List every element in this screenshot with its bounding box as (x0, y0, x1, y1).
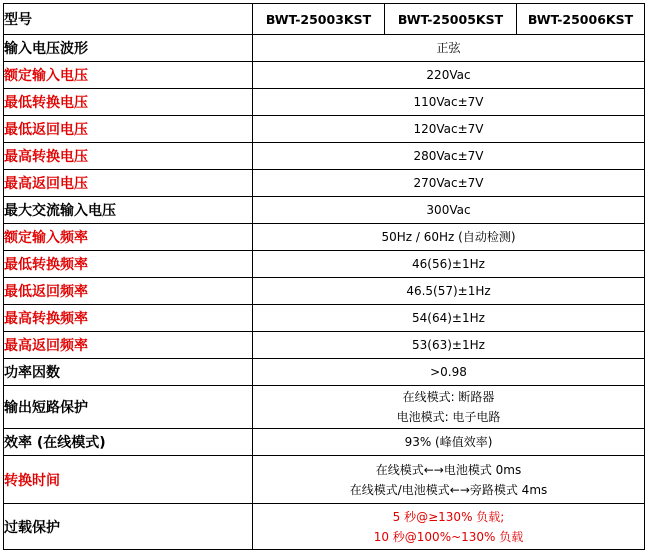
spec-row-output-short-circuit-protection (4, 386, 645, 429)
row-label: 功率因数 (4, 359, 253, 386)
row-value: >0.98 (253, 359, 645, 386)
spec-row-high-return-frequency (4, 332, 645, 359)
row-label: 最高返回电压 (4, 170, 253, 197)
spec-row-low-return-voltage (4, 116, 645, 143)
row-value (253, 386, 645, 429)
row-value: 110Vac±7V (253, 89, 645, 116)
row-label: 最低返回电压 (4, 116, 253, 143)
spec-row-overload-protection (4, 504, 645, 550)
value-line: 在线模式←→电池模式 0ms (375, 462, 522, 477)
spec-row-transfer-time (4, 456, 645, 504)
row-value: 93% (峰值效率) (253, 429, 645, 456)
row-value: 50Hz / 60Hz (自动检测) (253, 224, 645, 251)
spec-row-high-transfer-voltage (4, 143, 645, 170)
row-value: 53(63)±1Hz (253, 332, 645, 359)
row-label: 最低返回频率 (4, 278, 253, 305)
value-line: 电池模式: 电子电路 (396, 410, 501, 424)
row-label: 最低转换电压 (4, 89, 253, 116)
row-value: 270Vac±7V (253, 170, 645, 197)
row-label: 转换时间 (4, 456, 253, 504)
value-line: 10 秒@100%~130% 负载 (373, 529, 524, 544)
row-value: 220Vac (253, 62, 645, 89)
row-label: 输入电压波形 (4, 35, 253, 62)
row-value: 46(56)±1Hz (253, 251, 645, 278)
spec-row-low-transfer-frequency (4, 251, 645, 278)
model-header-label: 型号 (4, 4, 253, 35)
row-value: 正弦 (253, 35, 645, 62)
spec-row-high-transfer-frequency (4, 305, 645, 332)
row-value: 120Vac±7V (253, 116, 645, 143)
value-line: 在线模式: 断路器 (402, 390, 495, 404)
spec-row-rated-input-frequency (4, 224, 645, 251)
row-label: 最高返回频率 (4, 332, 253, 359)
row-label: 过载保护 (4, 504, 253, 550)
spec-row-low-transfer-voltage (4, 89, 645, 116)
ups-spec-table (3, 3, 645, 550)
row-value (253, 504, 645, 550)
row-label: 最高转换频率 (4, 305, 253, 332)
row-value: 300Vac (253, 197, 645, 224)
model-bwt-25003kst: BWT-25003KST (253, 4, 385, 35)
row-value: 46.5(57)±1Hz (253, 278, 645, 305)
value-line: 5 秒@≥130% 负载; (392, 509, 505, 524)
value-line: 在线模式/电池模式←→旁路模式 4ms (349, 482, 548, 497)
row-value (253, 456, 645, 504)
row-label: 额定输入电压 (4, 62, 253, 89)
spec-row-rated-input-voltage (4, 62, 645, 89)
spec-row-max-ac-input-voltage (4, 197, 645, 224)
row-label: 效率 (在线模式) (4, 429, 253, 456)
spec-row-high-return-voltage (4, 170, 645, 197)
row-value: 280Vac±7V (253, 143, 645, 170)
row-label: 最低转换频率 (4, 251, 253, 278)
spec-row-input-waveform (4, 35, 645, 62)
row-value: 54(64)±1Hz (253, 305, 645, 332)
row-label: 最高转换电压 (4, 143, 253, 170)
model-bwt-25005kst: BWT-25005KST (385, 4, 517, 35)
row-label: 额定输入频率 (4, 224, 253, 251)
model-bwt-25006kst: BWT-25006KST (517, 4, 645, 35)
row-label: 输出短路保护 (4, 386, 253, 429)
spec-row-low-return-frequency (4, 278, 645, 305)
header-row (4, 4, 645, 35)
row-label: 最大交流输入电压 (4, 197, 253, 224)
spec-row-power-factor (4, 359, 645, 386)
spec-row-efficiency (4, 429, 645, 456)
